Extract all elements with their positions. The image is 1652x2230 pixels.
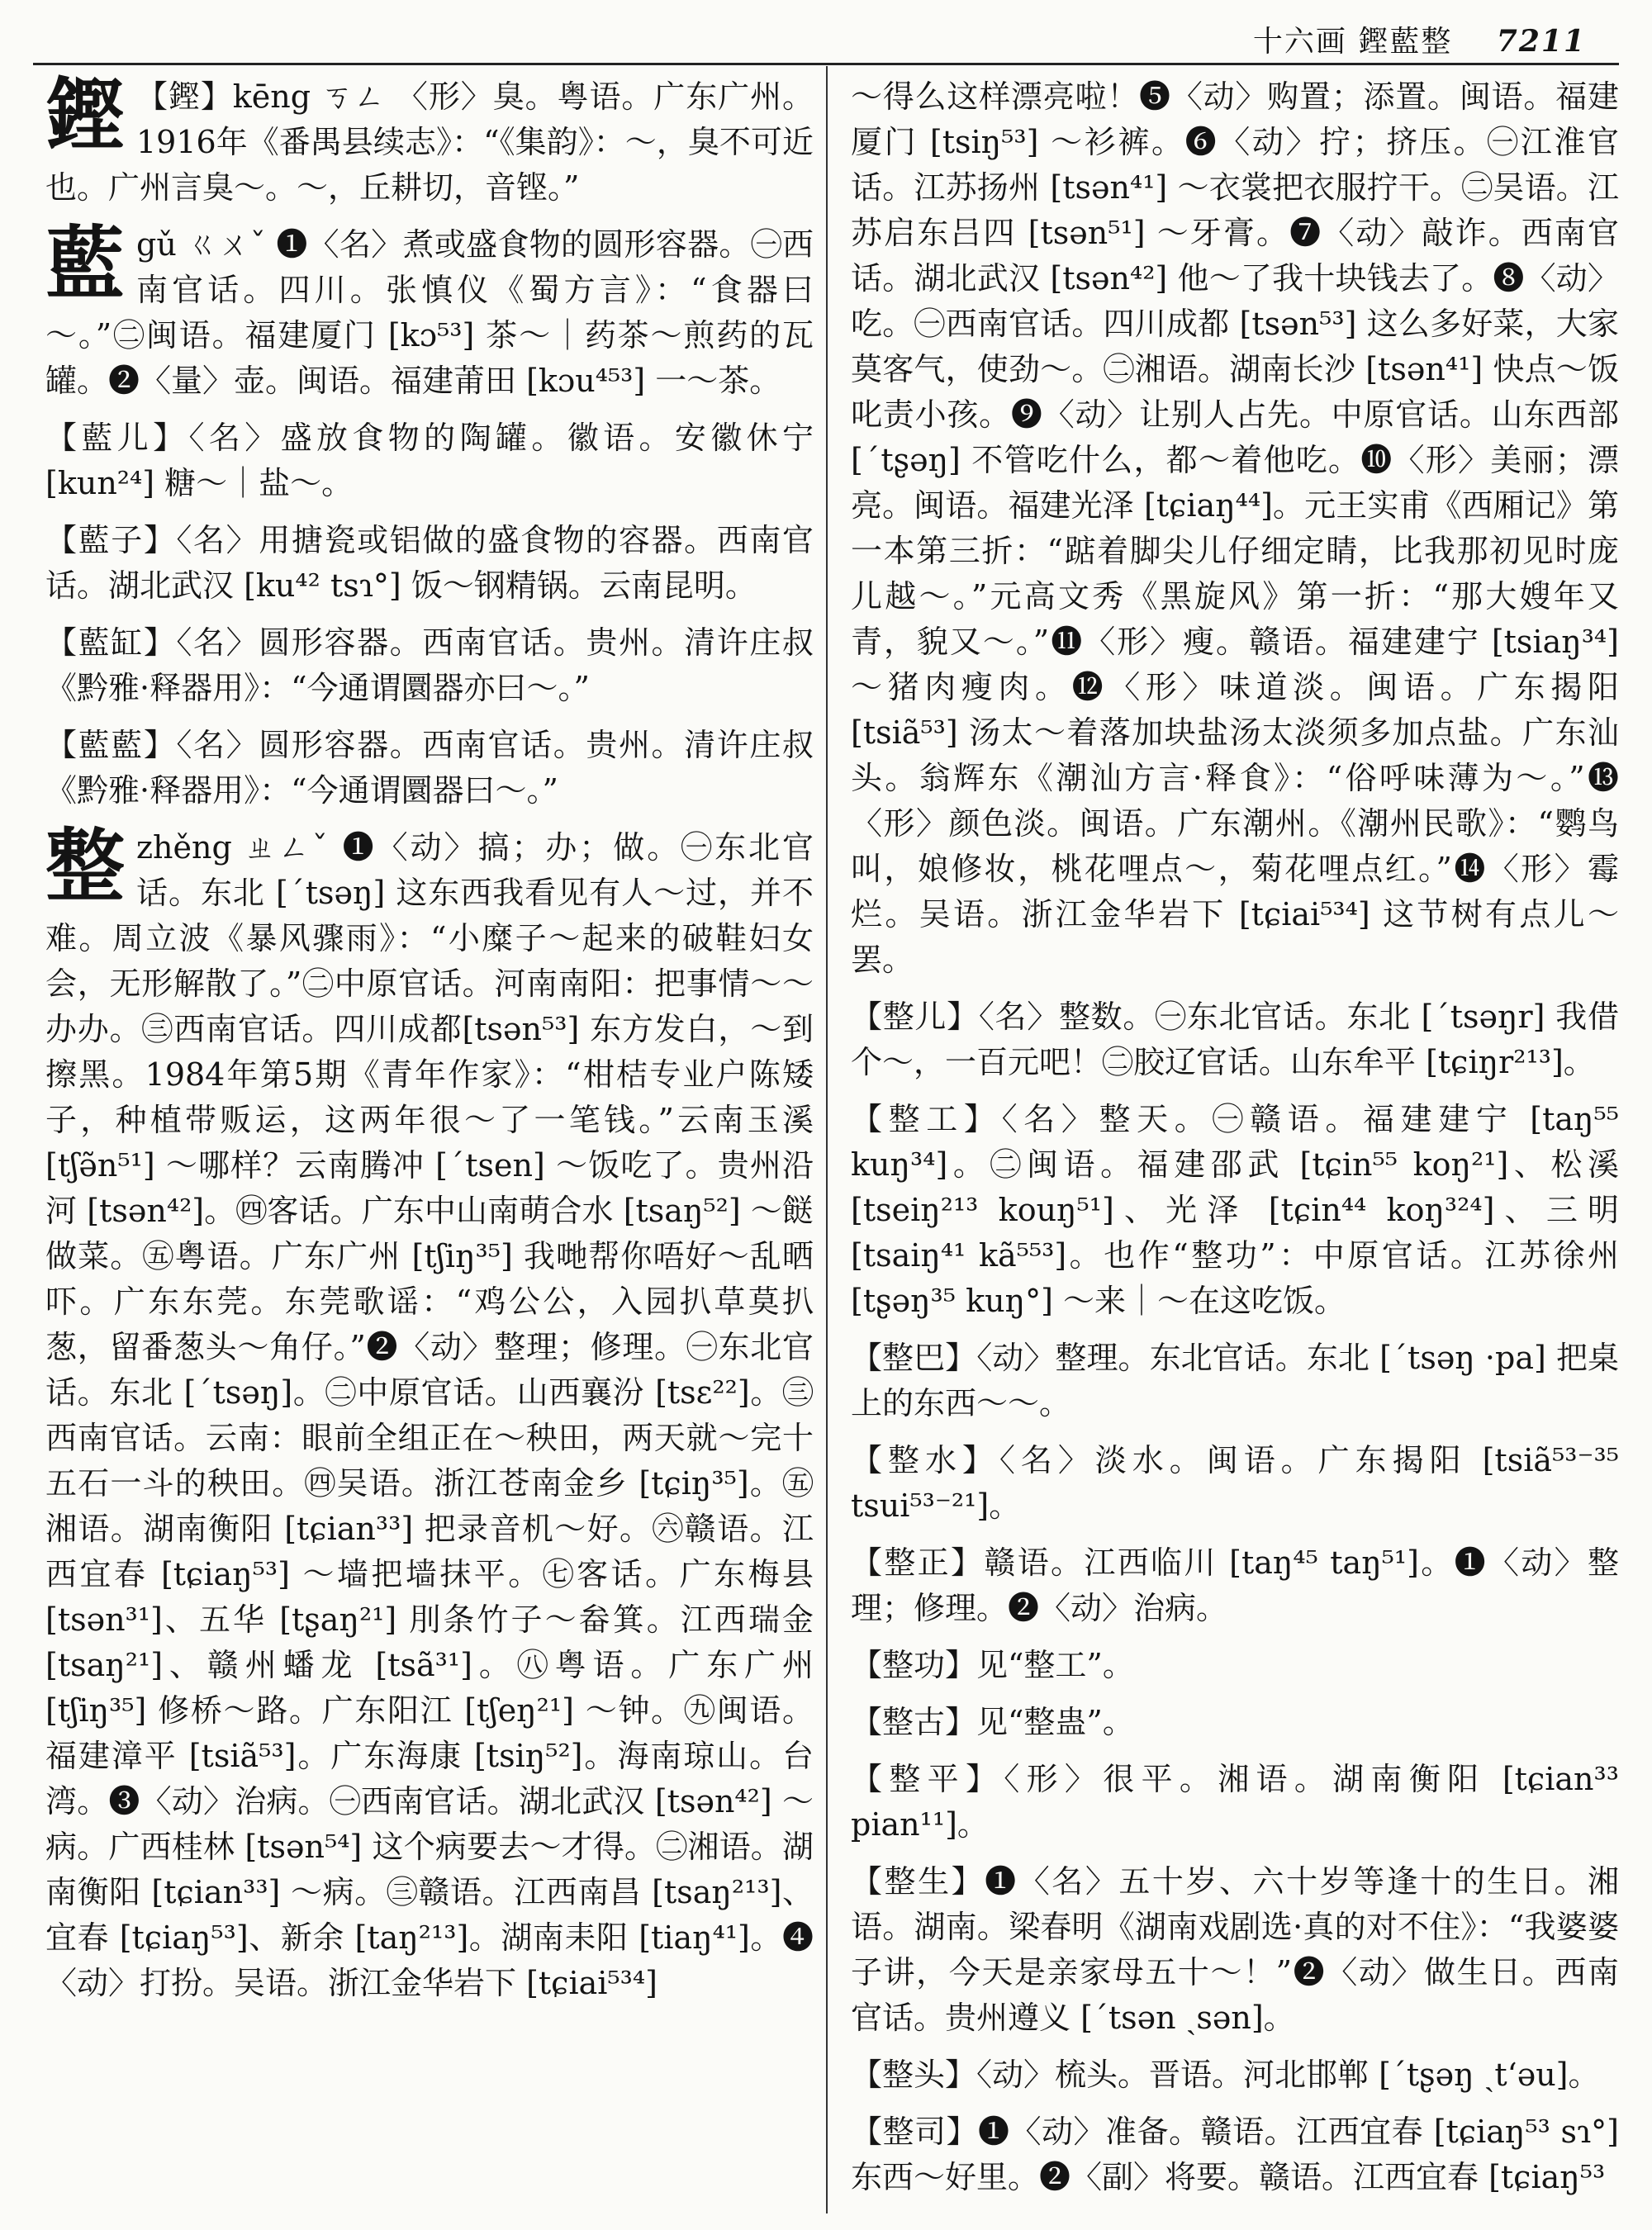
entry-text: gǔ ㄍㄨˇ ❶〈名〉煮或盛食物的圆形容器。㊀西南官话。四川。张慎仪《蜀方言》：“食器曰～。”㊁闽语。福建厦门 [kɔ⁵³] 茶～｜药茶～煎药的瓦罐。❷〈量〉壶。闽语。福建莆田 [kɔu⁴⁵³] 一～茶。 xyxy=(45,226,814,399)
entry-zheng xyxy=(45,819,814,2006)
entry-text: 【藍藍】〈名〉圆形容器。西南官话。贵州。清许庄叔《黔雅·释器用》：“今通谓圜器曰～。” xyxy=(45,727,814,809)
compound-entry xyxy=(851,1859,1619,2041)
running-head-chars: 鏗藍整 xyxy=(1358,25,1453,59)
headword: 鏗 xyxy=(45,69,125,162)
compound-entry xyxy=(851,1643,1619,1688)
entry-text: 【整头】〈动〉梳头。晋语。河北邯郸 [ˊtʂəŋ ˏtʻəu]。 xyxy=(851,2057,1600,2093)
page-number: 7211 xyxy=(1496,24,1586,59)
compound-entry xyxy=(851,1336,1619,1426)
entry-text: 【整工】〈名〉整天。㊀赣语。福建建宁 [taŋ⁵⁵ kuŋ³⁴]。㊁闽语。福建邵武 [tɕin⁵⁵ koŋ²¹]、松溪 [tseiŋ²¹³ kouŋ⁵¹]、光泽 [tɕin⁴⁴ koŋ³²⁴]、三明 [tsaiŋ⁴¹ kã⁵⁵³]。也作“整功”：中原官话。江苏徐州 [tʂəŋ³⁵ kuŋ°] ～来｜～在这吃饭。 xyxy=(851,1101,1619,1319)
entry-text: 【整水】〈名〉淡水。闽语。广东揭阳 [tsiã⁵³⁻³⁵ tsui⁵³⁻²¹]。 xyxy=(851,1442,1619,1524)
entry-text: zhěng ㄓㄥˇ ❶〈动〉搞；办；做。㊀东北官话。东北 [ˊtsəŋ] 这东西我看见有人～过，并不难。周立波《暴风骤雨》：“小糜子～起来的破鞋妇女会，无形解散了。”㊁中原官话。河南南阳：把事情～～办办。㊂西南官话。四川成都[tsən⁵³] 东方发白，～到擦黑。1984年第5期《青年作家》：“柑桔专业户陈矮子，种植带贩运，这两年很～了一笔钱。”云南玉溪 [tʃə̃n⁵¹] ～哪样？云南腾冲 [ˊtsen] ～饭吃了。贵州沿河 [tsən⁴²]。㊃客话。广东中山南萌合水 [tsaŋ⁵²] ～餸做菜。㊄粤语。广东广州 [tʃiŋ³⁵] 我哋帮你唔好～乱晒吓。广东东莞。东莞歌谣：“鸡公公，入园扒草莫扒葱，留番葱头～角仔。”❷〈动〉整理；修理。㊀东北官话。东北 [ˊtsəŋ]。㊁中原官话。山西襄汾 [tsɛ²²]。㊂西南官话。云南：眼前全组正在～秧田，两天就～完十五石一斗的秧田。㊃吴语。浙江苍南金乡 [tɕiŋ³⁵]。㊄湘语。湖南衡阳 [tɕian³³] 把录音机～好。㊅赣语。江西宜春 [tɕiaŋ⁵³] ～墙把墙抹平。㊆客话。广东梅县 [tsən³¹]、五华 [tʂaŋ²¹] 刖条竹子～畚箕。江西瑞金 [tsaŋ²¹]、赣州蟠龙 [tsã³¹]。㊇粤语。广东广州 [tʃiŋ³⁵] 修桥～路。广东阳江 [tʃeŋ²¹] ～钟。㊈闽语。福建漳平 [tsiã⁵³]。广东海康 [tsiŋ⁵²]。海南琼山。台湾。❸〈动〉治病。㊀西南官话。湖北武汉 [tsən⁴²] ～病。广西桂林 [tsən⁵⁴] 这个病要去～才得。㊁湘语。湖南衡阳 [tɕian³³] ～病。㊂赣语。江西南昌 [tsaŋ²¹³]、宜春 [tɕiaŋ⁵³]、新余 [taŋ²¹³]。湖南耒阳 [tiaŋ⁴¹]。❹〈动〉打扮。吴语。浙江金华岩下 [tɕiai⁵³⁴] xyxy=(45,829,814,2001)
entry-text: 【藍缸】〈名〉圆形容器。西南官话。贵州。清许庄叔《黔雅·释器用》：“今通谓圜器亦曰～。” xyxy=(45,624,814,706)
compound-entry xyxy=(851,1540,1619,1631)
entry-gu xyxy=(45,216,814,404)
entry-continuation xyxy=(851,74,1619,983)
entry-keng xyxy=(45,69,814,211)
entry-text: 【整功】见“整工”。 xyxy=(851,1647,1134,1683)
entry-text: 【藍儿】〈名〉盛放食物的陶罐。徽语。安徽休宁 [kun²⁴] 糖～｜盐～。 xyxy=(45,420,814,501)
left-column xyxy=(45,69,814,2213)
headword: 藍 xyxy=(45,216,125,310)
compound-entry xyxy=(851,2052,1619,2098)
compound-entry xyxy=(851,994,1619,1085)
running-head xyxy=(1253,18,1586,60)
compound-entry xyxy=(851,1700,1619,1745)
entry-text: 【鏗】kēng ㄎㄥ 〈形〉臭。粤语。广东广州。1916年《番禺县续志》：“《集韵》：～，臭不可近也。广州言臭～。～，丘耕切，音铿。” xyxy=(45,78,814,206)
compound-entry xyxy=(45,723,814,814)
section-label: 十六画 xyxy=(1252,25,1347,59)
headword: 整 xyxy=(45,819,125,913)
entry-text: 【整儿】〈名〉整数。㊀东北官话。东北 [ˊtsəŋr] 我借个～，一百元吧！㊁胶辽官话。山东牟平 [tɕiŋr²¹³]。 xyxy=(851,999,1619,1080)
entry-text: 【整生】❶〈名〉五十岁、六十岁等逢十的生日。湘语。湖南。梁春明《湖南戏剧选·真的对不住》：“我婆婆子讲，今天是亲家母五十～！”❷〈动〉做生日。西南官话。贵州遵义 [ˊtsən ˏsən]。 xyxy=(851,1863,1619,2036)
column-divider xyxy=(826,66,828,2213)
compound-entry xyxy=(851,2109,1619,2200)
entry-text: 【整巴】〈动〉整理。东北官话。东北 [ˊtsəŋ ·pa] 把桌上的东西～～。 xyxy=(851,1340,1619,1421)
entry-text: ～得么这样漂亮啦！❺〈动〉购置；添置。闽语。福建厦门 [tsiŋ⁵³] ～衫裤。❻〈动〉拧；挤压。㊀江淮官话。江苏扬州 [tsən⁴¹] ～衣裳把衣服拧干。㊁吴语。江苏启东吕四 [tsən⁵¹] ～牙膏。❼〈动〉敲诈。西南官话。湖北武汉 [tsən⁴²] 他～了我十块钱去了。❽〈动〉吃。㊀西南官话。四川成都 [tsən⁵³] 这么多好菜，大家莫客气，使劲～。㊁湘语。湖南长沙 [tsən⁴¹] 快点～饭叱责小孩。❾〈动〉让别人占先。中原官话。山东西部 [ˊtʂəŋ] 不管吃什么，都～着他吃。❿〈形〉美丽；漂亮。闽语。福建光泽 [tɕiaŋ⁴⁴]。元王实甫《西厢记》第一本第三折：“踮着脚尖儿仔细定睛，比我那初见时庞儿越～。”元高文秀《黑旋风》第一折：“那大嫂年又青，貌又～。”⓫〈形〉瘦。赣语。福建建宁 [tsiaŋ³⁴] ～猪肉瘦肉。⓬〈形〉味道淡。闽语。广东揭阳 [tsiã⁵³] 汤太～着落加块盐汤太淡须多加点盐。广东汕头。翁辉东《潮汕方言·释食》：“俗呼味薄为～。”⓭〈形〉颜色淡。闽语。广东潮州。《潮州民歌》：“鹦鸟叫，娘修妆，桃花哩点～，菊花哩点红。”⓮〈形〉霉烂。吴语。浙江金华岩下 [tɕiai⁵³⁴] 这节树有点儿～罢。 xyxy=(851,78,1619,978)
compound-entry xyxy=(851,1097,1619,1324)
page-header xyxy=(33,12,1619,65)
compound-entry xyxy=(851,1757,1619,1848)
entry-text: 【整司】❶〈动〉准备。赣语。江西宜春 [tɕiaŋ⁵³ sɿ°] 东西～好里。❷〈副〉将要。赣语。江西宜春 [tɕiaŋ⁵³ xyxy=(851,2114,1619,2195)
compound-entry xyxy=(45,518,814,609)
entry-text: 【整正】赣语。江西临川 [taŋ⁴⁵ taŋ⁵¹]。❶〈动〉整理；修理。❷〈动〉治病。 xyxy=(851,1544,1619,1626)
compound-entry xyxy=(45,415,814,506)
right-column xyxy=(851,74,1619,2213)
entry-text: 【整平】〈形〉很平。湘语。湖南衡阳 [tɕian³³ pian¹¹]。 xyxy=(851,1761,1619,1843)
compound-entry xyxy=(45,620,814,711)
entry-text: 【整古】见“整蛊”。 xyxy=(851,1704,1134,1740)
compound-entry xyxy=(851,1438,1619,1529)
entry-text: 【藍子】〈名〉用搪瓷或铝做的盛食物的容器。西南官话。湖北武汉 [ku⁴² tsɿ°] 饭～钢精锅。云南昆明。 xyxy=(45,522,814,604)
